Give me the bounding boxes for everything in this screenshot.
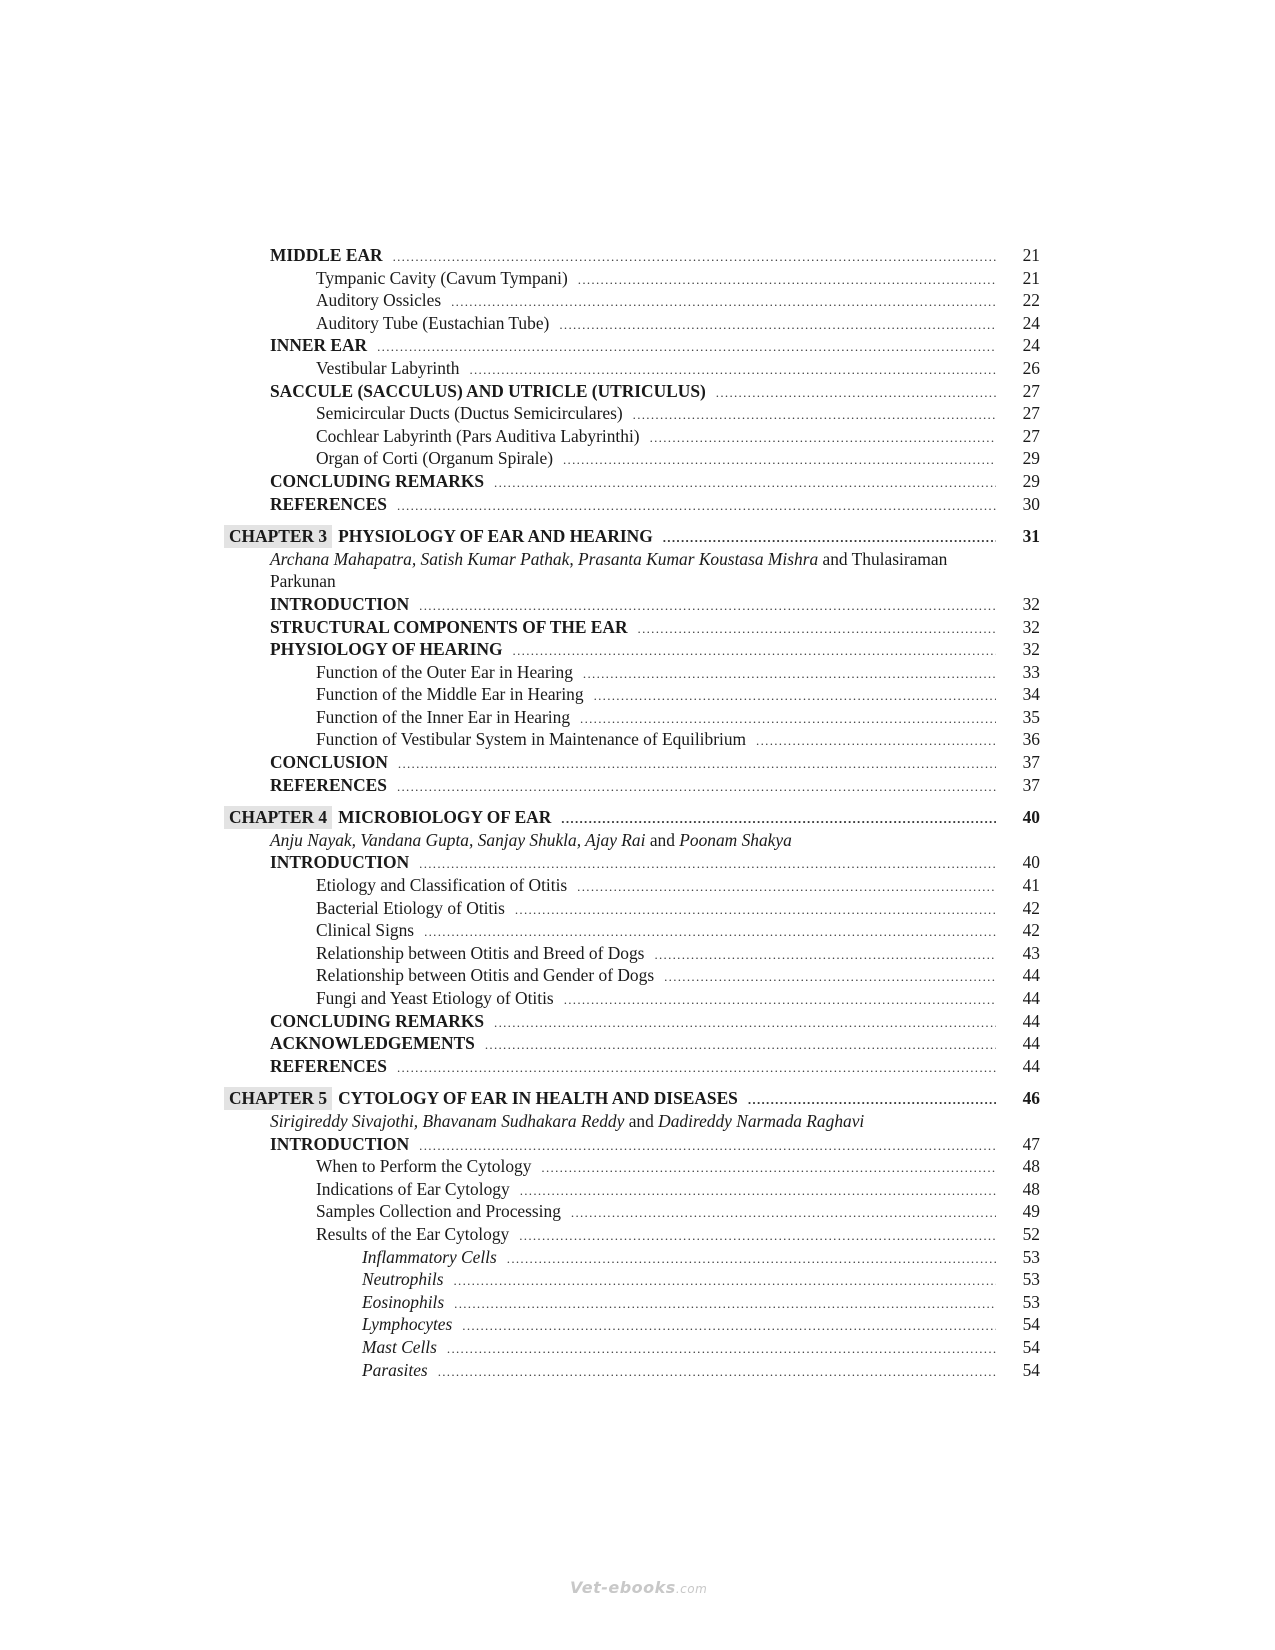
page-number: 27 bbox=[1022, 380, 1040, 401]
toc-entry[interactable] bbox=[224, 1313, 1040, 1336]
page-number: 46 bbox=[1022, 1088, 1040, 1109]
toc-entry[interactable] bbox=[224, 1133, 1040, 1156]
page-number: 29 bbox=[1022, 448, 1040, 469]
toc-entry[interactable] bbox=[224, 897, 1040, 920]
toc-entry[interactable] bbox=[224, 1223, 1040, 1246]
entry-title: Organ of Corti (Organum Spirale) bbox=[316, 448, 553, 469]
chapter-entries bbox=[224, 593, 1040, 796]
toc-entry[interactable] bbox=[224, 774, 1040, 797]
dot-leader bbox=[453, 1270, 996, 1293]
dot-leader bbox=[513, 640, 996, 663]
dot-leader bbox=[494, 1012, 996, 1035]
toc-entry[interactable] bbox=[224, 728, 1040, 751]
toc-entry[interactable] bbox=[224, 706, 1040, 729]
entry-title: Lymphocytes bbox=[362, 1314, 453, 1335]
entry-title: Tympanic Cavity (Cavum Tympani) bbox=[316, 267, 568, 288]
chapter-5 bbox=[224, 1087, 1040, 1381]
authors-last: Poonam Shakya bbox=[679, 829, 792, 850]
dot-leader bbox=[756, 730, 996, 753]
chapter-number: CHAPTER 5 bbox=[224, 1087, 332, 1110]
dot-leader bbox=[716, 382, 996, 405]
page-number: 44 bbox=[1022, 1033, 1040, 1054]
page-number: 27 bbox=[1022, 403, 1040, 424]
entry-title: Mast Cells bbox=[362, 1336, 437, 1357]
page-number: 54 bbox=[1022, 1336, 1040, 1357]
page-number: 24 bbox=[1022, 312, 1040, 333]
page-number: 42 bbox=[1022, 897, 1040, 918]
toc-entry[interactable] bbox=[224, 1055, 1040, 1078]
authors-last: Thulasiraman Parkunan bbox=[270, 548, 948, 592]
dot-leader bbox=[564, 989, 996, 1012]
watermark-suffix: .com bbox=[675, 1582, 708, 1596]
entry-title: Inflammatory Cells bbox=[362, 1246, 497, 1267]
dot-leader bbox=[397, 495, 996, 518]
dot-leader bbox=[494, 472, 996, 495]
entry-title: Cochlear Labyrinth (Pars Auditiva Labyrinthi) bbox=[316, 425, 640, 446]
toc-entry[interactable] bbox=[224, 334, 1040, 357]
page-number: 29 bbox=[1022, 470, 1040, 491]
page-number: 32 bbox=[1022, 616, 1040, 637]
page-number: 44 bbox=[1022, 1010, 1040, 1031]
page-number: 40 bbox=[1022, 807, 1040, 828]
entry-title: Indications of Ear Cytology bbox=[316, 1178, 510, 1199]
entry-title: Auditory Ossicles bbox=[316, 290, 442, 311]
page-number: 36 bbox=[1022, 729, 1040, 750]
toc-entry[interactable] bbox=[224, 661, 1040, 684]
entry-title: Eosinophils bbox=[362, 1291, 445, 1312]
page-number: 22 bbox=[1022, 290, 1040, 311]
toc-entry[interactable] bbox=[224, 942, 1040, 965]
toc-entry[interactable] bbox=[224, 1268, 1040, 1291]
entry-title: Function of the Inner Ear in Hearing bbox=[316, 706, 571, 727]
toc-entry[interactable] bbox=[224, 751, 1040, 774]
chapter-heading[interactable] bbox=[224, 1087, 1040, 1110]
page-number: 48 bbox=[1022, 1178, 1040, 1199]
entry-title: INTRODUCTION bbox=[270, 593, 410, 614]
page-number: 35 bbox=[1022, 706, 1040, 727]
toc-entry[interactable] bbox=[224, 1336, 1040, 1359]
toc-entry[interactable] bbox=[224, 267, 1040, 290]
authors-italic: Anju Nayak, Vandana Gupta, Sanjay Shukla, Ajay Rai bbox=[270, 829, 646, 850]
dot-leader bbox=[578, 269, 996, 292]
entry-title: REFERENCES bbox=[270, 493, 387, 514]
dot-leader bbox=[419, 595, 996, 618]
entry-title: INNER EAR bbox=[270, 335, 368, 356]
chapter-4 bbox=[224, 806, 1040, 1077]
entry-title: Fungi and Yeast Etiology of Otitis bbox=[316, 988, 554, 1008]
page-number: 21 bbox=[1022, 245, 1040, 265]
dot-leader bbox=[650, 427, 996, 450]
toc-entry[interactable] bbox=[224, 244, 1040, 267]
toc-entry[interactable] bbox=[224, 964, 1040, 987]
toc-entry[interactable] bbox=[224, 425, 1040, 448]
entry-title: CONCLUDING REMARKS bbox=[270, 1010, 485, 1031]
entry-title: CONCLUDING REMARKS bbox=[270, 470, 485, 491]
dot-leader bbox=[561, 808, 996, 831]
dot-leader bbox=[654, 944, 996, 967]
authors-and: and bbox=[624, 1110, 659, 1131]
page-number: 34 bbox=[1022, 684, 1040, 705]
page-number: 31 bbox=[1022, 526, 1040, 547]
chapter-heading[interactable] bbox=[224, 525, 1040, 548]
page-number: 42 bbox=[1022, 920, 1040, 941]
entry-title: MIDDLE EAR bbox=[270, 245, 383, 265]
entry-title: When to Perform the Cytology bbox=[316, 1156, 532, 1177]
entry-title: Function of Vestibular System in Maintenance of Equilibrium bbox=[316, 729, 747, 750]
entry-title: Samples Collection and Processing bbox=[316, 1201, 561, 1222]
entry-title: Etiology and Classification of Otitis bbox=[316, 875, 568, 896]
toc-entry[interactable] bbox=[224, 616, 1040, 639]
dot-leader bbox=[571, 1202, 996, 1225]
page-number: 40 bbox=[1022, 852, 1040, 873]
entry-title: CONCLUSION bbox=[270, 752, 388, 773]
toc-entry[interactable] bbox=[224, 1032, 1040, 1055]
toc-entry[interactable] bbox=[224, 874, 1040, 897]
dot-leader bbox=[419, 853, 996, 876]
dot-leader bbox=[397, 1057, 996, 1080]
chapter-number: CHAPTER 3 bbox=[224, 525, 332, 548]
toc-entry[interactable] bbox=[224, 851, 1040, 874]
toc-entry[interactable] bbox=[224, 380, 1040, 403]
toc-entry[interactable] bbox=[224, 402, 1040, 425]
dot-leader bbox=[577, 876, 996, 899]
entry-title: Function of the Middle Ear in Hearing bbox=[316, 684, 584, 705]
dot-leader bbox=[520, 1180, 996, 1203]
page-number: 37 bbox=[1022, 752, 1040, 773]
page-number: 43 bbox=[1022, 942, 1040, 963]
entry-title: INTRODUCTION bbox=[270, 852, 410, 873]
entry-title: STRUCTURAL COMPONENTS OF THE EAR bbox=[270, 616, 628, 637]
dot-leader bbox=[663, 527, 996, 550]
toc-entry[interactable] bbox=[224, 1155, 1040, 1178]
dot-leader bbox=[563, 449, 996, 472]
page-number: 44 bbox=[1022, 965, 1040, 986]
entry-title: Bacterial Etiology of Otitis bbox=[316, 897, 505, 918]
page-number: 52 bbox=[1022, 1223, 1040, 1244]
entry-title: Function of the Outer Ear in Hearing bbox=[316, 661, 573, 682]
chapter-entries bbox=[224, 1133, 1040, 1382]
page-number: 47 bbox=[1022, 1133, 1040, 1154]
toc-entry[interactable] bbox=[224, 638, 1040, 661]
dot-leader bbox=[485, 1034, 996, 1057]
entry-title: REFERENCES bbox=[270, 1055, 387, 1076]
entry-title: Vestibular Labyrinth bbox=[316, 357, 460, 378]
page-number: 37 bbox=[1022, 774, 1040, 795]
authors-last: Dadireddy Narmada Raghavi bbox=[658, 1110, 865, 1131]
page-number: 27 bbox=[1022, 425, 1040, 446]
dot-leader bbox=[447, 1338, 996, 1361]
page-number: 44 bbox=[1022, 988, 1040, 1008]
entry-title: Auditory Tube (Eustachian Tube) bbox=[316, 312, 550, 333]
page-number: 54 bbox=[1022, 1359, 1040, 1380]
dot-leader bbox=[748, 1089, 996, 1112]
entry-title: PHYSIOLOGY OF HEARING bbox=[270, 639, 503, 660]
toc-entry[interactable] bbox=[224, 289, 1040, 312]
toc-entry[interactable] bbox=[224, 1200, 1040, 1223]
page-number: 54 bbox=[1022, 1314, 1040, 1335]
toc-entry[interactable] bbox=[224, 593, 1040, 616]
chapter-authors bbox=[224, 548, 970, 593]
toc-entry[interactable] bbox=[224, 312, 1040, 335]
toc-entry[interactable] bbox=[224, 1359, 1040, 1382]
dot-leader bbox=[454, 1293, 996, 1316]
dot-leader bbox=[397, 776, 996, 799]
toc-entry[interactable] bbox=[224, 1291, 1040, 1314]
page-number: 53 bbox=[1022, 1291, 1040, 1312]
chapter-3 bbox=[224, 525, 1040, 796]
page-number: 33 bbox=[1022, 661, 1040, 682]
toc-entry[interactable] bbox=[224, 987, 1040, 1010]
page-number: 24 bbox=[1022, 335, 1040, 356]
page-number: 26 bbox=[1022, 357, 1040, 378]
page-number: 32 bbox=[1022, 593, 1040, 614]
page-number: 32 bbox=[1022, 639, 1040, 660]
dot-leader bbox=[469, 359, 996, 382]
dot-leader bbox=[462, 1315, 996, 1338]
dot-leader bbox=[419, 1135, 996, 1158]
page-number: 21 bbox=[1022, 267, 1040, 288]
entry-title: Clinical Signs bbox=[316, 920, 415, 941]
chapter-title: MICROBIOLOGY OF EAR bbox=[338, 807, 552, 828]
entry-title: Relationship between Otitis and Breed of Dogs bbox=[316, 942, 645, 963]
chapter-authors bbox=[224, 829, 970, 852]
dot-leader bbox=[638, 618, 996, 641]
table-of-contents bbox=[224, 244, 1040, 1381]
dot-leader bbox=[594, 685, 996, 708]
chapter-number: CHAPTER 4 bbox=[224, 806, 332, 829]
dot-leader bbox=[398, 753, 996, 776]
page-number: 44 bbox=[1022, 1055, 1040, 1076]
dot-leader bbox=[583, 663, 996, 686]
page-number: 53 bbox=[1022, 1246, 1040, 1267]
page-number: 49 bbox=[1022, 1201, 1040, 1222]
authors-italic: Archana Mahapatra, Satish Kumar Pathak, Prasanta Kumar Koustasa Mishra bbox=[270, 548, 819, 569]
chapter-title: PHYSIOLOGY OF EAR AND HEARING bbox=[338, 526, 653, 547]
dot-leader bbox=[393, 246, 996, 269]
dot-leader bbox=[559, 314, 996, 337]
toc-entry[interactable] bbox=[224, 683, 1040, 706]
page-number: 30 bbox=[1022, 493, 1040, 514]
dot-leader bbox=[377, 336, 996, 359]
dot-leader bbox=[633, 404, 996, 427]
toc-entry[interactable] bbox=[224, 1010, 1040, 1033]
page-number: 48 bbox=[1022, 1156, 1040, 1177]
entry-title: Semicircular Ducts (Ductus Semicirculares) bbox=[316, 403, 623, 424]
toc-entry[interactable] bbox=[224, 447, 1040, 470]
dot-leader bbox=[515, 899, 996, 922]
page-number: 53 bbox=[1022, 1269, 1040, 1290]
page-number: 41 bbox=[1022, 875, 1040, 896]
entry-title: Results of the Ear Cytology bbox=[316, 1223, 510, 1244]
dot-leader bbox=[451, 291, 996, 314]
toc-entry[interactable] bbox=[224, 1246, 1040, 1269]
entry-title: ACKNOWLEDGEMENTS bbox=[270, 1033, 475, 1054]
entry-title: Relationship between Otitis and Gender of Dogs bbox=[316, 965, 655, 986]
toc-entry[interactable] bbox=[224, 919, 1040, 942]
chapter-title: CYTOLOGY OF EAR IN HEALTH AND DISEASES bbox=[338, 1088, 738, 1109]
dot-leader bbox=[519, 1225, 996, 1248]
dot-leader bbox=[507, 1248, 996, 1271]
watermark-logo bbox=[570, 1578, 710, 1608]
dot-leader bbox=[438, 1361, 996, 1384]
toc-entry[interactable] bbox=[224, 493, 1040, 516]
dot-leader bbox=[580, 708, 996, 731]
authors-and: and bbox=[818, 548, 852, 569]
dot-leader bbox=[541, 1157, 996, 1180]
entry-title: SACCULE (SACCULUS) AND UTRICLE (UTRICULUS) bbox=[270, 380, 706, 401]
entry-title: INTRODUCTION bbox=[270, 1133, 410, 1154]
dot-leader bbox=[424, 921, 996, 944]
entry-title: REFERENCES bbox=[270, 774, 387, 795]
authors-italic: Sirigireddy Sivajothi, Bhavanam Sudhakara Reddy bbox=[270, 1110, 625, 1131]
dot-leader bbox=[664, 966, 996, 989]
toc-entry[interactable] bbox=[224, 1178, 1040, 1201]
chapter-entries bbox=[224, 851, 1040, 1077]
authors-and: and bbox=[645, 829, 680, 850]
chapter-heading[interactable] bbox=[224, 806, 1040, 829]
entry-title: Neutrophils bbox=[362, 1269, 444, 1290]
watermark-text: Vet-ebooks bbox=[570, 1578, 676, 1597]
toc-section-chapter-2-continued bbox=[224, 244, 1040, 515]
toc-entry[interactable] bbox=[224, 470, 1040, 493]
toc-entry[interactable] bbox=[224, 357, 1040, 380]
chapter-authors bbox=[224, 1110, 970, 1133]
entry-title: Parasites bbox=[362, 1359, 428, 1380]
